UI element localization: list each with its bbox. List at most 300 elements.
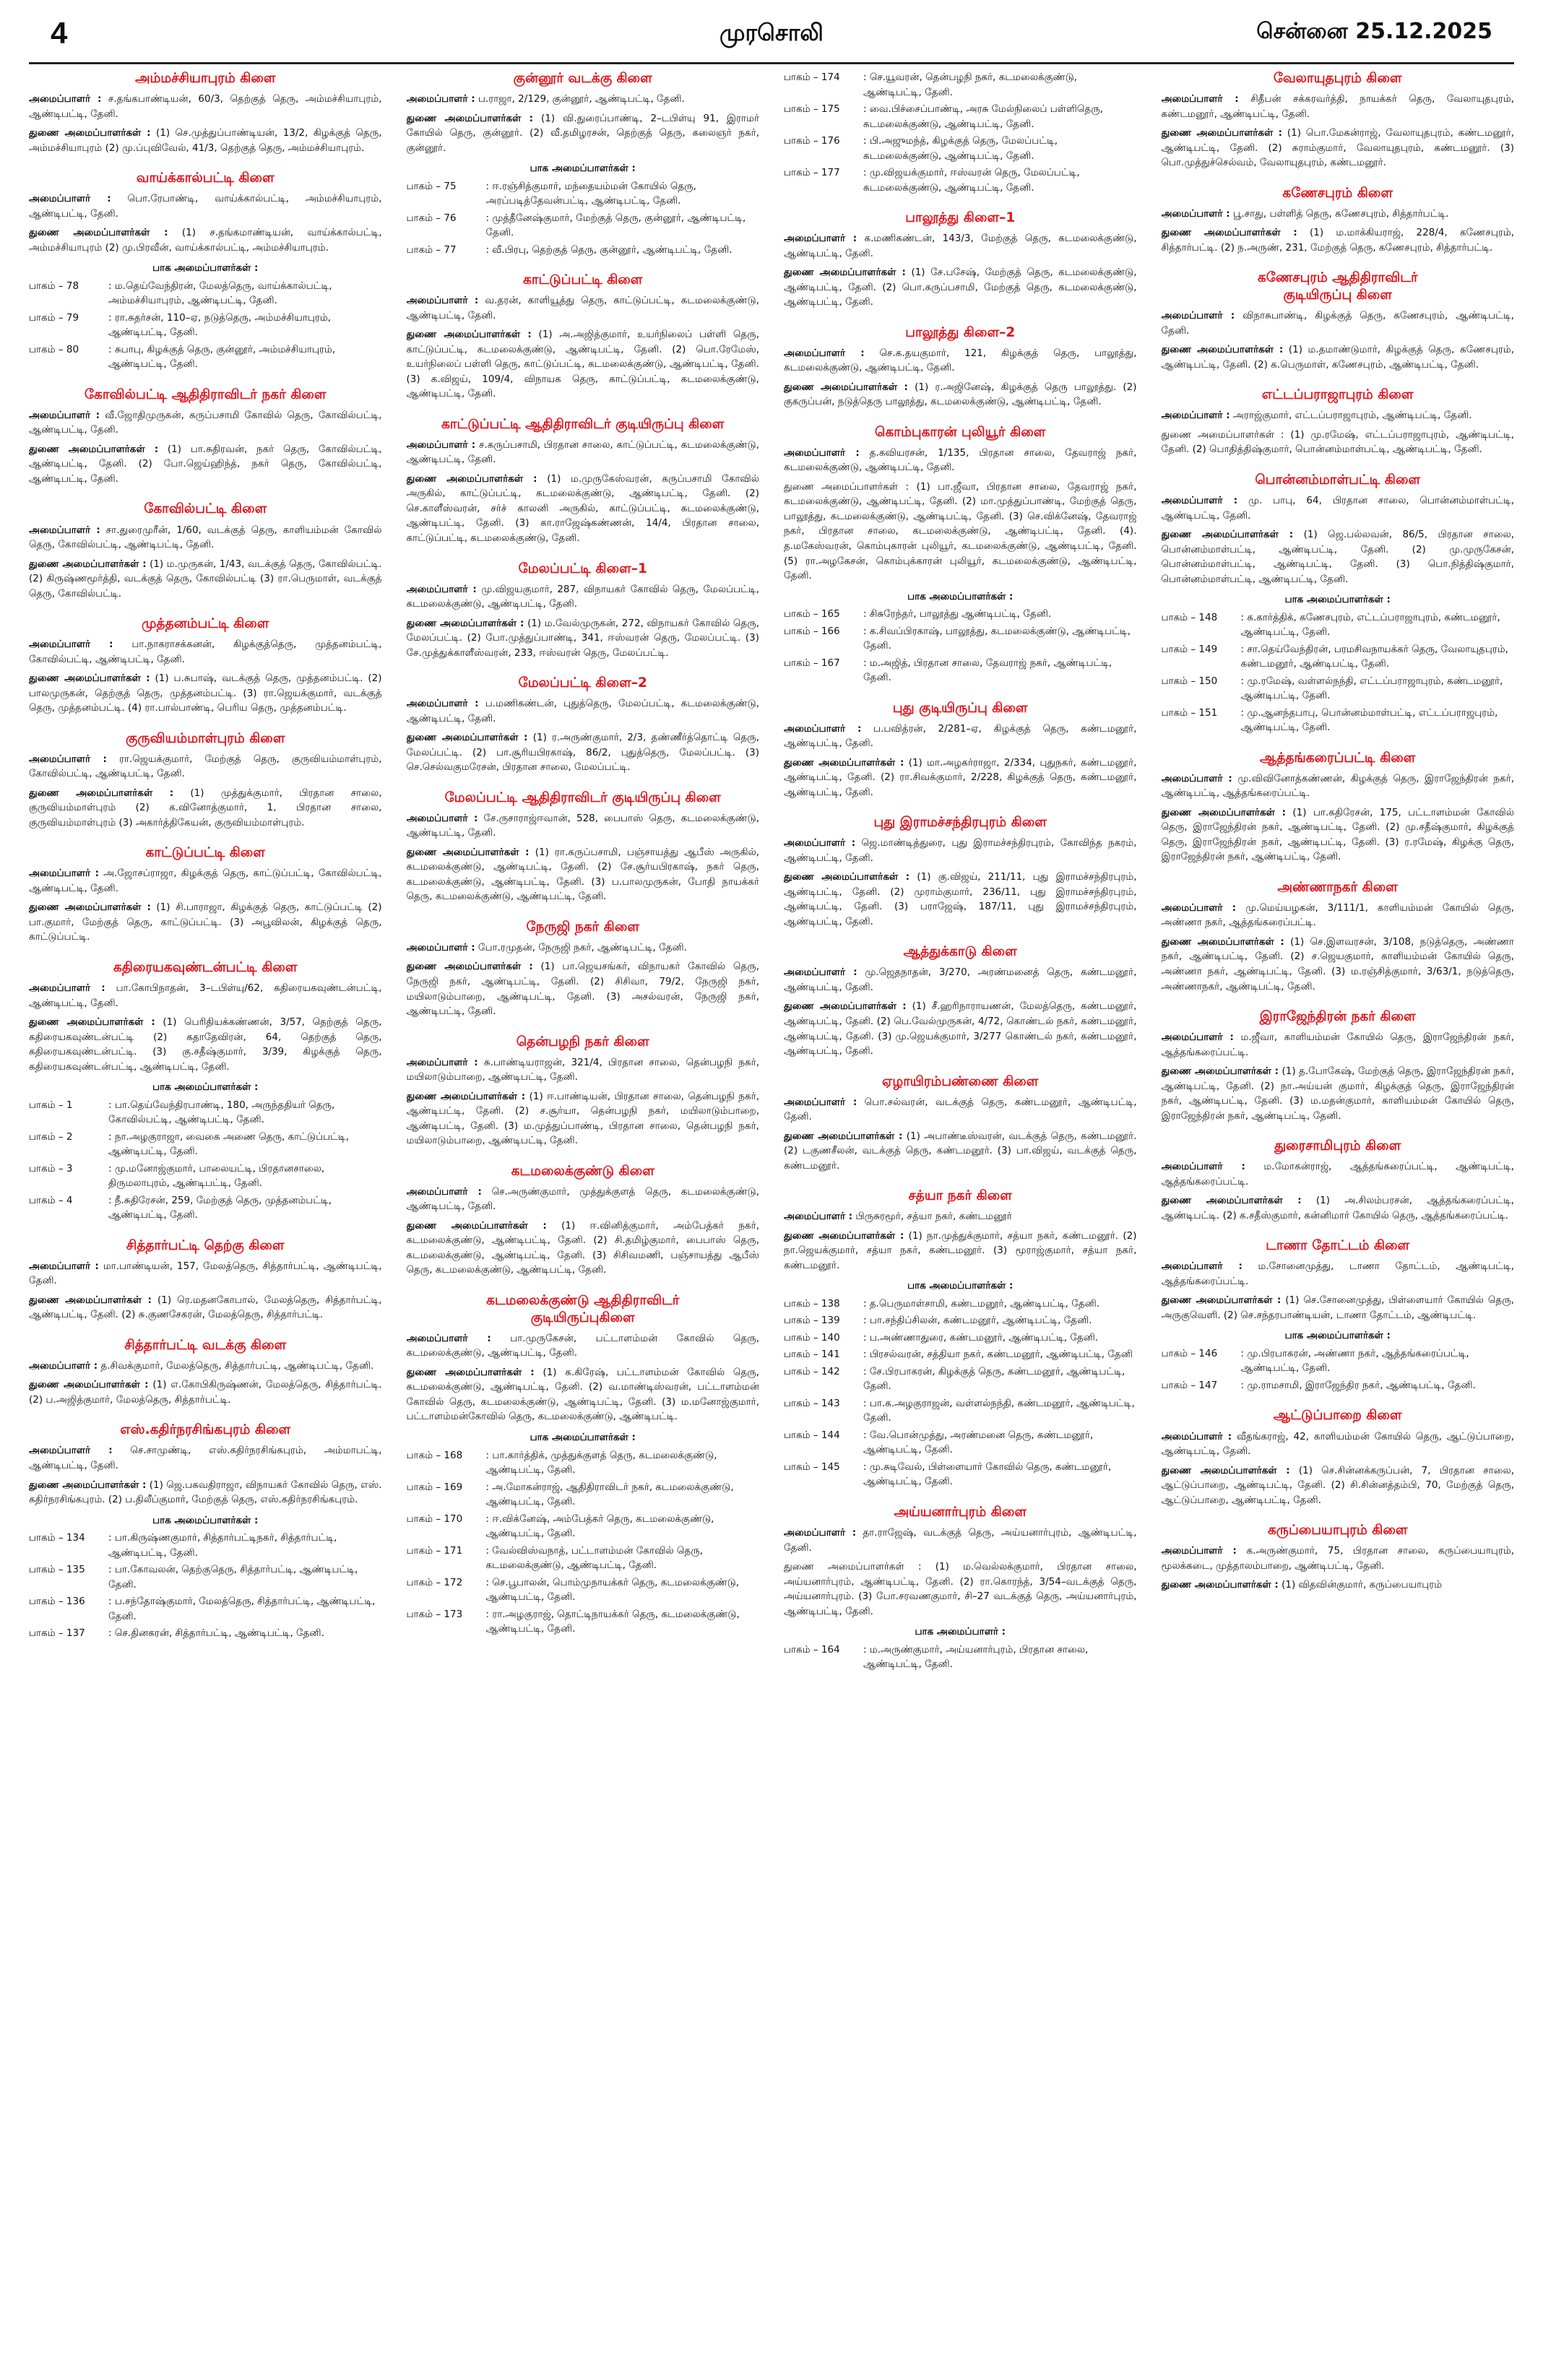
branch-title: எட்டப்பராஜாபுரம் கிளை [1261,387,1414,403]
ward-row [784,1347,1137,1362]
office-bearer-entry [29,1015,382,1074]
entry-text: ம.மோகன்ராஜ், ஆத்தங்கரைப்பட்டி, ஆண்டிபட்டி, ஆத்தங்கரைப்பட்டி. [1161,1161,1514,1187]
branch-heading [29,501,382,518]
office-bearer-entry [29,225,382,255]
ward-row [1162,1346,1515,1376]
ward-number: பாகம் – 134 [29,1532,85,1544]
entry-text: (1) விதவின்குமார், கருப்பையாபுரம் [1278,1579,1443,1591]
role-label: அமைப்பாளர் : [29,409,100,421]
branch-section [407,789,760,904]
role-label: துணை அமைப்பாளர்கள் : [29,443,159,455]
ward-number: பாகம் – 3 [29,1162,73,1174]
role-label: அமைப்பாளர் : [1161,1161,1245,1173]
branch-heading [784,700,1137,717]
role-label: துணை அமைப்பாளர்கள் : [1161,344,1284,356]
entry-text: (1) ம.வேல்முருகன், 272, விநாயகர் கோவில் தெரு, மேலப்பட்டி. (2) போ.முத்துப்பாண்டி, 341, ஈஸ்வரன் தெரு, மேலப்பட்டி. (3) சே.முத்துக்காளீஸ்வரன், 233, ஈஸ்வரன் தெரு, மேலப்பட்டி. [406,617,759,659]
ward-details: : மு.ராமசாமி, இராஜேந்திர நகர், ஆண்டிபட்டி, தேனி. [1240,1379,1476,1391]
office-bearer-entry [29,523,382,553]
branch-title: முத்தனம்பட்டி கிளை [142,616,269,632]
branch-title: கொம்புகாரன் புலியூர் கிளை [875,424,1046,440]
office-bearer-entry [29,752,382,782]
entry-text: (1) ம.முருகேஸ்வரன், கருப்பசாமி கோவில் அருகில், காட்டுப்பட்டி, கடமலைக்குண்டு, ஆண்டிபட்டி, தேனி. (2) செ.காளீஸ்வரன், சர்ச் காலனி அருகில், காட்டுப்பட்டி, கடமலைக்குண்டு, ஆண்டிபட்டி, தேனி. (3) கா.ராஜேஷ்கண்ணன், 14/4, பிரதான சாலை, காட்டுப்பட்டி, கடமலைக்குண்டு, தேனி. [406,472,759,544]
branch-section [407,919,760,1019]
office-bearer-entry [784,380,1137,410]
ward-row [407,243,760,258]
office-bearer-entry [784,1559,1137,1619]
office-bearer-entry [1162,527,1515,587]
ward-row [407,211,760,241]
role-label: அமைப்பாளர் : [29,753,107,765]
role-label: துணை அமைப்பாளர்கள் : [784,756,904,769]
role-label: துணை அமைப்பாளர்கள் : [29,558,147,570]
ward-details: : முத்தீனேஷ்குமார், மேற்குத் தெரு, குன்னூர், ஆண்டிபட்டி, தேனி. [485,212,746,239]
office-bearer-entry [407,811,760,841]
role-label: துணை அமைப்பாளர்கள் : [1161,127,1282,139]
branch-section [784,1504,1137,1672]
branch-heading [29,170,382,187]
entry-text: (1) நா.முத்துக்குமார், சத்யா நகர், கண்டமனூர். (2) நா.ஜெயக்குமார், சத்யா நகர், கண்டமனூர். (3) மூராஜ்குமார், சத்யா நகர், கண்டமனூர். [784,1229,1137,1271]
entry-text: ம.சோனைமுத்து, டாணா தோட்டம், ஆண்டிபட்டி, ஆத்தங்கரைப்பட்டி. [1161,1260,1514,1287]
entry-text: பா.கோபிநாதன், 3–டபிள்யு/62, கதிரையகவுண்டன்பட்டி, ஆண்டிபட்டி, தேனி. [29,982,382,1009]
office-bearer-entry [29,1443,382,1473]
ward-list-heading: பாக அமைப்பாளர்கள் : [152,262,259,274]
entry-text: (1) செ.சோனைமுத்து, பிள்ளையார் கோயில் தெரு, அருகுவெளி. (2) செ.சந்தரபாண்டியன், டாணா தோட்டம், ஆண்டிபட்டி. [1161,1294,1514,1321]
ward-number: பாகம் – 149 [1161,643,1218,655]
ward-row [407,1480,760,1510]
office-bearer-entry [1162,225,1515,255]
branch-heading [784,209,1137,227]
role-label: அமைப்பாளர் : [29,193,111,205]
ward-list-heading: பாக அமைப்பாளர்கள் : [907,590,1013,602]
office-bearer-entry [1162,1259,1515,1289]
branch-title: அம்மச்சியாபுரம் கிளை [134,71,276,86]
branch-heading [1162,185,1515,202]
branch-heading [784,814,1137,831]
ward-details: : ஈ.விக்னேஷ், அம்பேத்கர் தெரு, கடமலைக்குண்டு, ஆண்டிபட்டி, தேனி. [485,1513,714,1540]
branch-title: கணேசபுரம் கிளை [1282,185,1393,201]
office-bearer-entry [1162,1030,1515,1060]
branch-heading [1162,386,1515,404]
branch-heading [29,1421,382,1439]
role-label: துணை அமைப்பாளர்கள் : [406,846,530,858]
office-bearer-entry [407,1185,760,1214]
role-label: துணை அமைப்பாளர்கள் : [406,1366,535,1378]
ward-number: பாகம் – 151 [1161,706,1218,719]
office-bearer-entry [29,786,382,831]
branch-heading [407,272,760,289]
ward-number: பாகம் – 174 [784,72,840,83]
role-label: துணை அமைப்பாளர்கள் : [29,1294,152,1306]
branch-heading [407,789,760,807]
entry-text: (1) ம.முருகன், 1/43, வடக்குத் தெரு, கோவில்பட்டி. (2) கிருஷ்ணமூர்த்தி, வடக்குத் தெரு, கோவில்பட்டி (3) ரா.பெருமாள், வடக்குத் தெரு, கோவில்பட்டி. [29,558,382,600]
role-label: அமைப்பாளர் : [784,1096,857,1108]
role-label: அமைப்பாளர் : [784,347,865,359]
ward-row [29,1193,382,1223]
ward-row [784,1428,1137,1458]
branch-title: துரைசாமிபுரம் கிளை [1274,1138,1401,1154]
entry-text: க.அருண்குமார், 75, பிரதான சாலை, கருப்பையாபுரம், மூலக்கடை, முத்தாலம்பாறை, ஆண்டிபட்டி, தேனி. [1161,1545,1514,1572]
ward-details: : வை.பிச்சைப்பாண்டி, அரசு மேல்நிலைப் பள்ளிதெரு, கடமலைக்குண்டு, ஆண்டிபட்டி, தேனி. [863,103,1103,130]
branch-heading [407,919,760,936]
branch-section [29,844,382,945]
entry-text: (1) சீ.ஹரிநாராயணன், மேலத்தெரு, கண்டமனூர், ஆண்டிபட்டி, தேனி. (2) பெ.வேல்முருகன், 4/72, கொண்டல் நகர், கண்டமனூர், ஆண்டிபட்டி, தேனி. (3) மு.ஜெயக்குமார், 3/277 கொண்டல் நகர், கண்டமனூர், ஆண்டிபட்டி, தேனி. [784,1000,1137,1057]
office-bearer-entry [784,346,1137,376]
branch-heading [1162,472,1515,489]
branch-section [407,1034,760,1148]
ward-row [784,1460,1137,1489]
entry-text: மு.மெய்யழகன், 3/111/1, காளியம்மன் கோயில் தெரு, அண்ணா நகர், ஆத்தங்கரைப்பட்டி. [1161,901,1514,929]
entry-text: சா.துரைமுரீன், 1/60, வடக்குத் தெரு, காளியம்மன் கோவில் தெரு, கோவில்பட்டி, ஆண்டிபட்டி, தேனி. [29,524,382,551]
ward-number: பாகம் – 176 [784,135,840,147]
branch-title: குன்னூர் வடக்கு கிளை [513,71,652,86]
branch-section [29,501,382,601]
ward-number: பாகம் – 166 [784,625,840,637]
branch-section [784,324,1137,410]
ward-details: : க.சிவப்பிரகாஷ், பாலூத்து, கடமலைக்குண்டு, ஆண்டிபட்டி, தேனி. [863,625,1131,652]
office-bearer-entry [784,1095,1137,1125]
ward-details: : ஈ.ரஞ்சித்குமார், மந்தையம்மன் கோயில் தெரு, அரப்படித்தேவன்பட்டி, ஆண்டிபட்டி, தேனி. [485,180,696,207]
branch-title: கருப்பையாபுரம் கிளை [1267,1523,1408,1539]
role-label: அமைப்பாளர் : [29,982,105,994]
branch-title: நேருஜி நகர் கிளை [526,919,640,935]
entry-text: தா.ராஜேஷ், வடக்குத் தெரு, அய்யனார்புரம், ஆண்டிபட்டி, தேனி. [784,1527,1137,1554]
role-label: அமைப்பாளர் : [1161,410,1230,422]
role-label: துணை அமைப்பாளர்கள் : [29,1016,155,1029]
entry-text: (1) ச.தங்கமாண்டியன், வாய்க்கால்பட்டி, அம்மச்சியாபுரம் (2) மு.பிரவீன், வாய்க்கால்பட்டி, அம்மச்சியாபுரம். [29,227,382,254]
office-bearer-entry [407,1089,760,1148]
ward-number: பாகம் – 167 [784,657,840,669]
office-bearer-entry [29,866,382,896]
ward-number: பாகம் – 80 [29,343,79,355]
branch-heading [784,1504,1137,1521]
ward-details: : க.கார்த்திக், கணேசபுரம், எட்டப்பராஜாபுரம், கண்டமனூர், ஆண்டிபட்டி, தேனி. [1240,611,1500,639]
office-bearer-entry [1162,493,1515,523]
entry-text: த.சிவக்குமார், மேலத்தெரு, சித்தார்பட்டி, ஆண்டிபட்டி, தேனி. [98,1359,374,1372]
role-label: அமைப்பாளர் : [1161,1031,1234,1044]
ward-row [407,1607,760,1637]
entry-text: ப.மணிகண்டன், புதுத்தெரு, மேலப்பட்டி, கடமலைக்குண்டு, ஆண்டிபட்டி, தேனி. [406,698,759,724]
entry-text: (1) ம.தமாண்டுமார், கிழக்குத் தெரு, கணேசபுரம், ஆண்டிபட்டி, தேனி. (2) க.பெருமாள், கணேசபுரம், ஆண்டிபட்டி, தேனி. [1161,344,1514,371]
entry-text: பூ.சாது, பள்ளித் தெரு, கணேசபுரம், சித்தார்பட்டி. [1229,207,1449,220]
ward-details: : மு.பிரபாகரன், அண்ணா நகர், ஆத்தங்கரைப்பட்டி, ஆண்டிபட்டி, தேனி. [1240,1347,1469,1375]
ward-number: பாகம் – 147 [1161,1379,1218,1391]
entry-text: செ.க.தயகுமார், 121, கிழக்குத் தெரு, பாலூத்து, கடமலைக்குண்டு, ஆண்டிபட்டி, தேனி. [784,347,1137,374]
entry-text: (1) சே.பசேஷ், மேற்குத் தெரு, கடமலைக்குண்டு, ஆண்டிபட்டி, தேனி. (2) பொ.கருப்பசாமி, மேற்குத் தெரு, கடமலைக்குண்டு, ஆண்டிபட்டி, தேனி. [784,267,1137,308]
branch-section [1162,1407,1515,1507]
role-label: அமைப்பாளர் : [29,1445,113,1457]
branch-section [29,730,382,831]
branch-heading [1162,1008,1515,1026]
ward-number: பாகம் – 173 [406,1608,463,1620]
ward-number: பாகம் – 165 [784,608,840,620]
office-bearer-entry [407,730,760,775]
office-bearer-entry [407,696,760,726]
ward-details: : சுபாபு, கிழக்குத் தெரு, குன்னூர், அம்மச்சியாபுரம், ஆண்டிபட்டி, தேனி. [108,343,336,371]
ward-number: பாகம் – 135 [29,1564,85,1576]
role-label: துணை அமைப்பாளர்கள் : [1161,1065,1279,1078]
office-bearer-entry [29,1359,382,1374]
ward-number: பாகம் – 144 [784,1429,840,1441]
branch-section [1162,1138,1515,1223]
entry-text: (1) பா.சுதிரவன், நகர் தெரு, கோவில்பட்டி, ஆண்டிபட்டி, தேனி. (2) போ.ஜெய்ஹிந்த், நகர் தெரு, கோவில்பட்டி, ஆண்டிபட்டி, தேனி. [29,443,382,485]
entry-text: பா.நாகராசக்கனன், கிழக்குத்தெரு, முத்தனம்பட்டி, கோவில்பட்டி, ஆண்டிபட்டி, தேனி. [29,639,382,665]
branch-subtitle: குடியிருப்புகிளை [530,1310,635,1325]
branch-title: குருவியம்மாள்புரம் கிளை [125,730,285,746]
ward-number: பாகம் – 170 [406,1513,463,1525]
branch-section [407,272,760,402]
entry-text: (1) கு.விஜய், 211/11, புது இராமச்சந்திரபுரம், ஆண்டிபட்டி, தேனி. (2) முராம்குமார், 236/11, புது இராமச்சந்திரபுரம், ஆண்டிபட்டி, தேனி. (3) பராஜேஷ், 187/11, புது இராமச்சந்திரபுரம், ஆண்டிபட்டி, தேனி. [784,871,1137,927]
entry-text: சிதீபன் சக்கரவர்த்தி, நாயக்கர் தெரு, வேலாயுதபுரம், கண்டமனூர், ஆண்டிபட்டி, தேனி. [1161,93,1514,120]
role-label: துணை அமைப்பாளர்கள் : [29,1379,149,1391]
office-bearer-entry [784,999,1137,1058]
office-bearer-entry [29,671,382,716]
branch-heading [784,943,1137,961]
ward-row [407,1512,760,1541]
branch-heading [407,1163,760,1180]
entry-text: செ.அருண்குமார், முத்துக்குளத் தெரு, கடமலைக்குண்டு, ஆண்டிபட்டி, தேனி. [406,1185,759,1213]
role-label: துணை அமைப்பாளர்கள் : [784,381,908,393]
branch-title: காட்டுப்பட்டி ஆதிதிராவிடர் குடியிருப்பு கிளை [441,416,725,432]
branch-section [1162,386,1515,457]
ward-number: பாகம் – 164 [784,1643,840,1656]
branch-heading [1162,1138,1515,1155]
ward-details: : ரா.அழகுராஜ், தொட்டிநாயக்கர் தெரு, கடமலைக்குண்டு, ஆண்டிபட்டி, தேனி. [485,1608,740,1635]
ward-row [784,1297,1137,1312]
ward-number: பாகம் – 79 [29,311,79,324]
ward-row [29,1130,382,1159]
branch-section [407,416,760,546]
office-bearer-entry [784,836,1137,865]
ward-number: பாகம் – 140 [784,1331,840,1343]
office-bearer-entry [784,446,1137,475]
office-bearer-entry [1162,935,1515,994]
ward-number: பாகம் – 143 [784,1397,840,1409]
ward-number: பாகம் – 139 [784,1315,840,1327]
ward-row [407,1448,760,1478]
entry-text: (1) செ.சின்னக்கருப்பன், 7, பிரதான சாலை, ஆட்டுப்பாறை, ஆண்டிபட்டி, தேனி. (2) சி.சின்னத்தம்பி, 70, மேற்குத் தெரு, ஆட்டுப்பாறை, ஆண்டிபட்டி, தேனி. [1161,1464,1514,1506]
role-label: துணை அமைப்பாளர்கள் : [406,472,537,485]
ward-row [1162,706,1515,735]
ward-number: பாகம் – 168 [406,1449,463,1461]
branch-title: சித்தார்பட்டி தெற்கு கிளை [126,1237,285,1253]
branch-title: பாலூத்து கிளை–1 [905,210,1016,226]
office-bearer-entry [784,756,1137,800]
branch-title: மேலப்பட்டி கிளை–1 [518,561,647,576]
office-bearer-entry [407,845,760,904]
entry-text: மு. பாபு, 64, பிரதான சாலை, பொன்னம்மாள்பட்டி, ஆண்டிபட்டி, தேனி. [1161,495,1514,522]
ward-row [1162,1378,1515,1393]
ward-details: : வேல்விஸ்வநாத், பட்டாளம்மன் கோவில் தெரு, கடமலைக்குண்டு, ஆண்டிபட்டி, தேனி. [485,1544,704,1572]
office-bearer-entry [1162,771,1515,801]
ward-row [29,1562,382,1592]
branch-section [29,1237,382,1323]
office-bearer-entry [29,442,382,487]
entry-text: (1) செ.இளவரசன், 3/108, நடுத்தெரு, அண்ணா நகர், ஆண்டிபட்டி, தேனி. (2) ச.ஜெயகுமார், காளியம்மன் கோயில் தெரு, அண்ணா நகர், ஆண்டிபட்டி, தேனி. (3) ம.ரஞ்சித்குமார், 3/63/1, நடுத்தெரு, அண்ணாநகர், ஆண்டிபட்டி, தேனி. [1161,935,1514,992]
ward-row [29,1531,382,1560]
branch-section [784,424,1137,685]
role-label: துணை அமைப்பாளர்கள் : [784,1229,904,1242]
office-bearer-entry [407,1365,760,1424]
ward-row [29,311,382,340]
office-bearer-entry [407,327,760,402]
office-bearer-entry [1162,308,1515,338]
ward-details: : ம.அருண்குமார், அய்யனார்புரம், பிரதான சாலை, ஆண்டிபட்டி, தேனி. [863,1643,1089,1671]
office-bearer-entry [1162,1064,1515,1123]
office-bearer-entry [784,965,1137,995]
ward-details: : மு.ஆனந்தபாபு, பொன்னம்மாள்பட்டி, எட்டப்பராஜபுரம், ஆண்டிபட்டி, தேனி. [1240,706,1498,734]
ward-number: பாகம் – 136 [29,1596,85,1608]
ward-number: பாகம் – 146 [1161,1347,1218,1359]
branch-section [29,615,382,716]
ward-number: பாகம் – 141 [784,1349,840,1361]
role-label: துணை அமைப்பாளர்கள் : [1161,1195,1302,1207]
ward-details: : வீ.பிரபு, தெற்குத் தெரு, குன்னூர், ஆண்டிபட்டி, தேனி. [485,243,732,256]
branch-heading [407,675,760,692]
office-bearer-entry [784,480,1137,584]
ward-row [784,102,1137,131]
role-label: அமைப்பாளர் : [406,1332,491,1344]
branch-title: டாணா தோட்டம் கிளை [1266,1238,1410,1254]
branch-section [407,561,760,661]
ward-list-heading: பாக அமைப்பாளர்கள் : [152,1081,259,1094]
entry-text: ச.தங்கபாண்டியன், 60/3, தெற்குத் தெரு, அம்மச்சியாபுரம், ஆண்டிபட்டி, தேனி. [29,93,382,120]
role-label: அமைப்பாளர் : [784,233,857,245]
office-bearer-entry [407,1331,760,1361]
ward-number: பாகம் – 150 [1161,675,1218,687]
branch-section [784,814,1137,929]
role-label: துணை அமைப்பாளர்கள் : [1161,806,1286,818]
masthead [29,0,1514,64]
branch-title: ஆத்தங்கரைப்பட்டி கிளை [1260,750,1416,766]
role-label: துணை அமைப்பாளர்கள் : [1161,1464,1290,1476]
branch-title: பொன்னம்மாள்பட்டி கிளை [1255,472,1421,488]
branch-section [1162,70,1515,170]
branch-heading [1162,750,1515,767]
role-label: அமைப்பாளர் : [29,639,113,651]
branch-title: கணேசபுரம் ஆதிதிராவிடர் [1257,270,1418,286]
role-label: அமைப்பாளர் : [784,837,856,849]
branch-section [29,170,382,372]
branch-section [1162,879,1515,994]
branch-section [784,700,1137,800]
ward-list-heading: பாக அமைப்பாளர்கள் : [1284,594,1391,606]
article-columns [29,64,1514,2363]
branch-title: கோவில்பட்டி கிளை [144,501,267,517]
branch-title: சத்யா நகர் கிளை [908,1188,1012,1204]
branch-subtitle: குடியிருப்பு கிளை [1283,287,1393,303]
ward-row [1162,674,1515,704]
ward-row [29,279,382,308]
office-bearer-entry [29,191,382,221]
ward-details: : பி.அஜுமந்த், கிழக்குத் தெரு, மேலப்பட்டி, கடமலைக்குண்டு, ஆண்டிபட்டி, தேனி. [863,135,1058,162]
branch-title: வாய்க்கால்பட்டி கிளை [136,170,275,186]
entry-text: வீ.ஜோதிமுருகன், கருப்பசாமி கோவில் தெரு, கோவில்பட்டி, ஆண்டிபட்டி, தேனி. [29,409,382,436]
branch-heading [1162,70,1515,87]
entry-text: அ.ஜோசப்ராஜா, கிழக்குத் தெரு, காட்டுப்பட்டி, கோவில்பட்டி, ஆண்டிபட்டி, தேனி. [29,867,382,894]
branch-heading [29,615,382,633]
ward-number: பாகம் – 148 [1161,611,1218,623]
branch-heading [1162,1407,1515,1424]
branch-title: புது குடியிருப்பு கிளை [892,700,1028,716]
ward-row [784,70,1137,100]
ward-row [784,624,1137,654]
entry-text: (1) பா.ஜெயசங்கர், விநாயகர் கோவில் தெரு, நேருஜி நகர், ஆண்டிபட்டி, தேனி. (2) சிசிவா, 79/2, நேருஜி நகர், மயிலாடும்பாறை, ஆண்டிபட்டி, தேனி. (3) அசல்வரன், நேருஜி நகர், ஆண்டிபட்டி, தேனி. [406,961,759,1018]
entry-text: (1) முத்துக்குமார், பிரதான சாலை, குருவியம்மாள்புரம் (2) க.வினோத்குமார், 1, பிரதான சாலை, குருவியம்மாள்புரம் (3) அகார்த்திகேயன், குருவியம்மாள்புரம். [29,787,382,828]
ward-details: : செ.தினகரன், சித்தார்பட்டி, ஆண்டிபட்டி, தேனி. [108,1627,324,1640]
role-label: துணை அமைப்பாளர்கள் : [29,1479,147,1491]
ward-number: பாகம் – 4 [29,1194,73,1206]
role-label: அமைப்பாளர் : [406,295,479,307]
role-label: துணை அமைப்பாளர்கள் : [406,617,524,629]
branch-section [407,1163,760,1278]
ward-number: பாகம் – 142 [784,1365,840,1377]
ward-details: : சே.பிரபாகரன், கிழக்குத் தெரு, கண்டமனூர், ஆண்டிபட்டி, தேனி. [863,1365,1125,1393]
entry-text: (1) மா.அழகர்ராஜா, 2/334, புதுநகர், கண்டமனூர், ஆண்டிபட்டி, தேனி. (2) ரா.சிவக்குமார், 2/228, கிழக்குத் தெரு, கண்டமனூர், ஆண்டிபட்டி, தேனி. [784,756,1137,798]
ward-details: : பிரசல்வரன், சத்தியா நகர், கண்டமனூர், ஆண்டிபட்டி, தேனி [863,1349,1133,1361]
branch-title: ஆத்துக்காடு கிளை [903,944,1017,960]
ward-details: : மு.மனோஜ்குமார், பாலையட்டி, பிரதானசாலை, திருமலாபுரம், ஆண்டிபட்டி, தேனி. [108,1162,325,1190]
ward-number: பாகம் – 175 [784,103,840,116]
role-label: அமைப்பாளர் : [1161,1260,1242,1273]
branch-title: மேலப்பட்டி ஆதிதிராவிடர் குடியிருப்பு கிளை [444,789,721,805]
branch-heading [784,424,1137,441]
ward-number: பாகம் – 75 [406,180,457,192]
branch-section [29,959,382,1223]
page-number: 4 [51,16,68,50]
ward-number: பாகம் – 78 [29,280,79,292]
entry-text: (1) ர.அருண்குமார், 2/3, தண்ணீர்த்தொட்டி தெரு, மேலப்பட்டி. (2) பா.சூரியபிரகாஷ், 86/2, புதுத்தெரு, மேலப்பட்டி. (3) செ.செல்வகுமரேசன், பிரதான சாலை, மேலப்பட்டி. [406,732,759,774]
office-bearer-entry [29,1478,382,1507]
ward-number: பாகம் – 77 [406,243,457,256]
role-label: துணை அமைப்பாளர்கள் : [406,1219,547,1232]
branch-title: எஸ்.கதிர்நரசிங்கபுரம் கிளை [120,1422,291,1438]
entry-text: வ.தரன், காளியூத்து தெரு, காட்டுப்பட்டி, கடமலைக்குண்டு, ஆண்டிபட்டி, தேனி. [406,295,759,321]
ward-number: பாகம் – 1 [29,1099,73,1111]
entry-text: வீதங்கராஜ், 42, காளியம்மன் கோயில் தெரு, ஆட்டுப்பாறை, ஆண்டிபட்டி, தேனி. [1161,1430,1514,1458]
branch-section [1162,185,1515,256]
ward-number: பாகம் – 76 [406,212,457,224]
ward-row [784,165,1137,195]
office-bearer-entry [29,408,382,438]
branch-section [407,675,760,775]
role-label: துணை அமைப்பாளர்கள் : [784,267,906,279]
entry-text: (1) செ.முத்துப்பாண்டியன், 13/2, கிழக்குத் தெரு, அம்மச்சியாபுரம் (2) மு.ப்புவிவேல், 41/3, தெற்குத் தெரு, அம்மச்சியாபுரம். [29,127,382,154]
branch-heading [407,70,760,87]
role-label: அமைப்பாளர் : [784,1527,857,1539]
ward-list-heading: பாக அமைப்பாளர் : [915,1626,1006,1638]
ward-details: : ப.சந்தோஷ்குமார், மேலத்தெரு, சித்தார்பட்டி, ஆண்டிபட்டி, தேனி. [108,1596,376,1622]
ward-row [784,1396,1137,1426]
entry-text: (1) க.கிரேஷ், பட்டாளம்மன் கோவில் தெரு, கடமலைக்குண்டு, ஆண்டிபட்டி, தேனி. (2) வ.மாண்டிஸ்வரன், பட்டாளம்மன் கோவில் தெரு, கடமலைக்குண்டு, ஆண்டிபட்டி, தேனி. (3) ம.மனோஜ்குமார், பட்டாளம்மன்கோவில் தெரு, கடமலைக்குண்டு, ஆண்டிபட்டி. [406,1366,759,1423]
office-bearer-entry [407,1219,760,1278]
role-label: துணை அமைப்பாளர்கள் : [29,672,150,685]
entry-text: பொ.ரேபாண்டி, வாய்க்கால்பட்டி, அம்மச்சியாபுரம், ஆண்டிபட்டி, தேனி. [29,193,382,220]
office-bearer-entry [407,1055,760,1085]
role-label: அமைப்பாளர் : [406,438,476,451]
branch-section [784,1187,1137,1489]
branch-heading [29,730,382,748]
branch-heading [29,1237,382,1255]
entry-text: (1) ஈ.வினித்குமார், அம்பேத்கர் நகர், கடமலைக்குண்டு, ஆண்டிபட்டி, தேனி. (2) சி.தமிழ்குமார், பைபாஸ் தெரு, கடமலைக்குண்டு, ஆண்டிபட்டி, தேனி. (3) சிசிவமணி, பஞ்சாயத்து ஆபீஸ் தெரு, கடமலைக்குண்டு, ஆண்டிபட்டி, தேனி. [406,1219,759,1276]
branch-heading [784,324,1137,342]
ward-list-heading: பாக அமைப்பாளர்கள் : [907,1280,1013,1292]
office-bearer-entry [29,1259,382,1289]
entry-text: (1) ஈ.பாண்டியன், பிரதான சாலை, தென்பழநி நகர், ஆண்டிபட்டி, தேனி. (2) ச.சூர்யா, தென்பழநி நகர், மயிலாடும்பாறை, ஆண்டிபட்டி, தேனி. (3) ம.முத்துப்பாண்டி, பிரதான சாலை, தென்பழநி நகர், மயிலாடும்பாறை, ஆண்டிபட்டி, தேனி. [406,1090,759,1147]
office-bearer-entry [784,1526,1137,1555]
ward-row [29,342,382,372]
branch-section [29,1337,382,1408]
role-label: துணை அமைப்பாளர்கள் : [406,112,534,124]
